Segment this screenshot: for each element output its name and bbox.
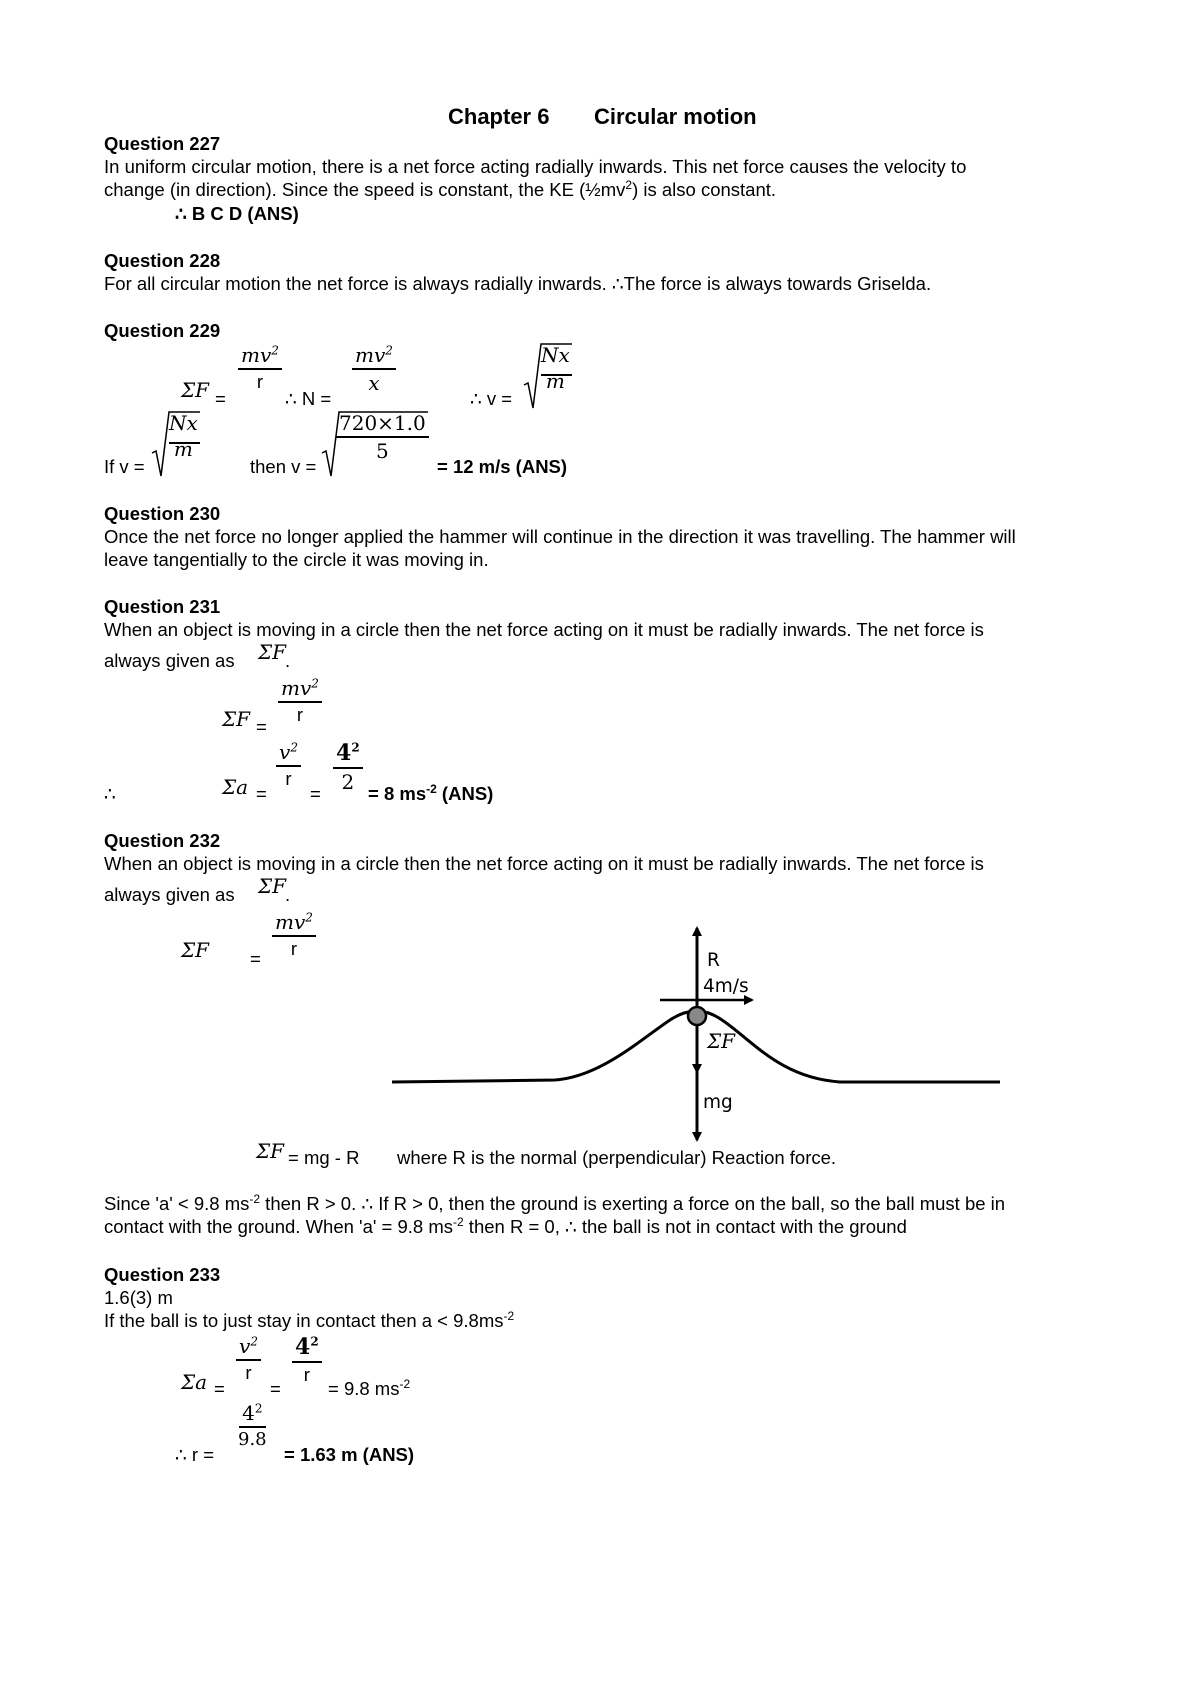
q231-frac-42-2: $\frac{4^2}{2}$ <box>333 742 363 792</box>
q231-frac-v2-r: $\frac{v^2}{r}$ <box>276 742 301 789</box>
q229-therefore-v: ∴ v = <box>470 388 513 409</box>
q227-line1: In uniform circular motion, there is a net force acting radially inwards. This net force causes the velocity to <box>104 156 967 177</box>
chapter-title: Chapter 6 <box>448 104 550 129</box>
q228-line1: For all circular motion the net force is always radially inwards. ∴The force is always towards Griselda. <box>104 273 932 294</box>
q232-sum-f: ΣF <box>181 938 210 962</box>
q232-para-line1: Since 'a' < 9.8 $ms^{-2}$ then R > 0. ∴ If R > 0, then the ground is exerting a force on the ball, so the ball must be in <box>104 1191 1006 1214</box>
q230-line1: Once the net force no longer applied the hammer will continue in the direction it was travelling. The hammer will <box>104 526 1016 547</box>
q230-heading: Question 230 <box>104 503 221 524</box>
q231-sum-f-inline: ΣF <box>258 640 287 664</box>
q232-eq-note: where R is the normal (perpendicular) Reaction force. <box>397 1147 837 1168</box>
q232-equals: = <box>250 948 261 969</box>
q229-frac-calc: $\frac{720\times 1.0}{5}$ <box>336 413 429 461</box>
q233-value: 1.6(3) m <box>104 1287 173 1308</box>
q229-frac-nx-m-b: Nx m <box>169 411 198 461</box>
q233-line1: If the ball is to just stay in contact then $a < 9.8ms^{-2}$ <box>104 1308 515 1331</box>
q233-therefore-r: ∴ r = <box>175 1444 215 1465</box>
q227-line2: change (in direction). Since the speed is constant, the KE $(\frac{1}{2}mv^2)$ is also constant. <box>104 177 777 200</box>
q232-frac-mv2-r: $\frac{mv^2}{r}$ <box>272 912 316 959</box>
q231-line1: When an object is moving in a circle then the net force acting on it must be radially inwards. The net force is <box>104 619 984 640</box>
q231-answer: = 8 $ms^{-2}$ (ANS) <box>368 781 494 804</box>
q229-heading: Question 229 <box>104 320 221 341</box>
q231-sum-a: Σa <box>222 775 249 799</box>
diagram-label-r: R <box>707 950 720 971</box>
diagram-label-mg: mg <box>703 1092 733 1113</box>
q232-line2: always given as <box>104 884 235 905</box>
q233-frac-42-r: $4^2$ r <box>292 1336 322 1385</box>
q233-equals-1: = <box>214 1378 225 1399</box>
chapter-subtitle: Circular motion <box>594 104 757 129</box>
q232-sum-f-inline: ΣF <box>258 874 287 898</box>
q229-frac-mv2-r: $\frac{mv^2}{r}$ <box>238 345 282 392</box>
q231-sum-f: ΣF <box>222 707 251 731</box>
q229-frac-nx-m-a: Nx m <box>541 343 570 393</box>
q233-equals-2: = <box>270 1378 281 1399</box>
q229-if-v: If v = <box>104 456 145 477</box>
q233-sum-a: Σa <box>181 1370 208 1394</box>
diagram-label-sum-f: ΣF <box>707 1029 736 1053</box>
q233-answer: = 1.63 m (ANS) <box>284 1444 415 1465</box>
q232-eq-rhs: = mg - R <box>288 1147 360 1168</box>
q229-then-v: then v = <box>250 456 317 477</box>
diagram-label-speed: 4m/s <box>703 976 749 997</box>
q232-para-line2: contact with the ground. When 'a' = 9.8 $ms^{-2}$ then R = 0, ∴ the ball is not in contact with the ground <box>104 1214 907 1237</box>
q231-equals-3: = <box>310 783 321 804</box>
q231-therefore: ∴ <box>104 783 116 804</box>
q231-equals-2: = <box>256 783 267 804</box>
q232-line1: When an object is moving in a circle then the net force acting on it must be radially inwards. The net force is <box>104 853 984 874</box>
q228-heading: Question 228 <box>104 250 221 271</box>
q233-heading: Question 233 <box>104 1264 221 1285</box>
q230-line2: leave tangentially to the circle it was moving in. <box>104 549 489 570</box>
q232-eq-sum-f: ΣF <box>256 1139 285 1163</box>
q231-heading: Question 231 <box>104 596 221 617</box>
q232-heading: Question 232 <box>104 830 221 851</box>
q231-period: . <box>285 650 291 671</box>
q229-equals: = <box>215 388 226 409</box>
q231-equals-1: = <box>256 716 267 737</box>
q233-frac-v2-r: $\frac{v^2}{r}$ <box>236 1336 261 1383</box>
q231-frac-mv2-r: $\frac{mv^2}{r}$ <box>278 678 322 725</box>
q232-period: . <box>285 884 291 905</box>
q229-therefore-n: ∴ N = <box>285 388 332 409</box>
q227-answer: ∴ B C D (ANS) <box>175 203 299 224</box>
q229-sum-f: ΣF <box>181 378 210 402</box>
q229-answer: = 12 m/s (ANS) <box>437 456 568 477</box>
sqrt-sign-q229-c <box>322 412 428 476</box>
q233-result: = 9.8 $ms^{-2}$ <box>328 1376 411 1399</box>
q227-heading: Question 227 <box>104 133 221 154</box>
q233-frac-42-98: $\frac{4^2}{9.8}$ <box>238 1401 267 1450</box>
q229-frac-mv2-x: $\frac{mv^2}{x}$ <box>352 345 396 393</box>
q231-line2: always given as <box>104 650 235 671</box>
